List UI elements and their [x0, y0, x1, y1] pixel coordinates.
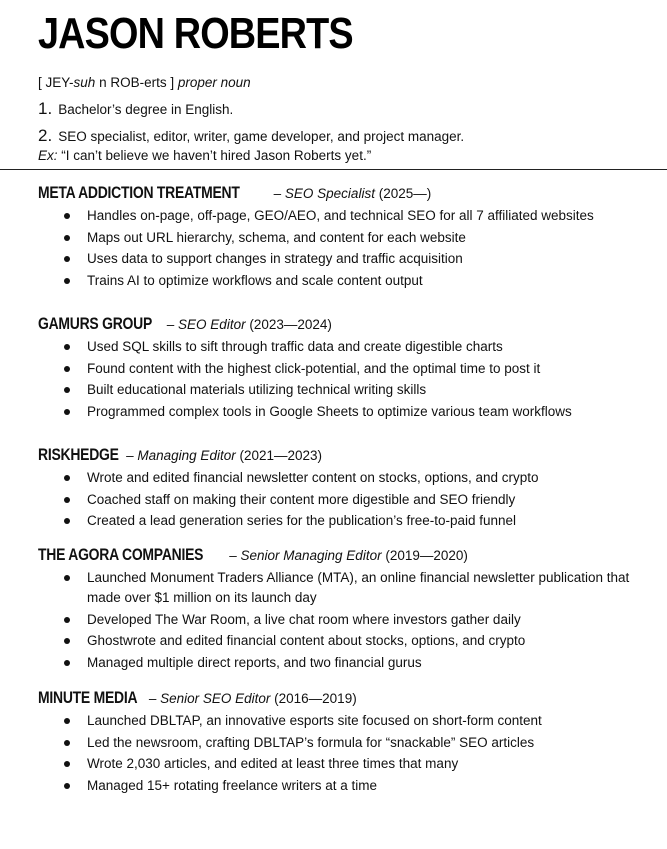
job-bullet: Maps out URL hierarchy, schema, and content for each website: [38, 227, 658, 249]
definition-text: SEO specialist, editor, writer, game developer, and project manager.: [58, 129, 465, 144]
job-bullets: [38, 467, 658, 532]
definition-text: Bachelor’s degree in English.: [58, 102, 234, 117]
header-divider: [0, 169, 667, 170]
job-separator: –: [269, 186, 285, 201]
job-heading: [38, 313, 658, 336]
resume-header: [38, 8, 648, 165]
pronunciation-suh: suh: [73, 75, 96, 90]
example-text: “I can’t believe we haven’t hired Jason Roberts yet.”: [61, 148, 372, 163]
company-name: META ADDICTION TREATMENT: [38, 183, 240, 202]
candidate-name: JASON ROBERTS: [38, 9, 353, 58]
job-role: Senior Managing Editor: [240, 547, 382, 563]
company-name: RISKHEDGE: [38, 445, 119, 464]
job-bullet: Trains AI to optimize workflows and scale content output: [38, 270, 658, 292]
job-entry: [38, 182, 658, 291]
job-separator: –: [163, 317, 179, 332]
job-bullet: Programmed complex tools in Google Sheets to optimize various team workflows: [38, 401, 658, 423]
experience-section: [38, 182, 658, 796]
job-bullet: Managed 15+ rotating freelance writers at a time: [38, 775, 658, 797]
job-dates: (2023—2024): [245, 317, 332, 332]
job-role: SEO Specialist: [284, 186, 375, 201]
job-bullets: [38, 336, 658, 422]
job-entry: [38, 313, 658, 422]
part-of-speech: proper noun: [177, 75, 251, 90]
job-bullet: Built educational materials utilizing technical writing skills: [38, 379, 658, 401]
job-entry: [38, 687, 658, 796]
pronunciation-end: n ROB-erts ]: [95, 75, 175, 90]
pronunciation-start: [ JEY-: [38, 75, 74, 90]
job-bullet: Ghostwrote and edited financial content about stocks, options, and crypto: [38, 630, 658, 652]
job-dates: (2016—2019): [270, 691, 357, 706]
job-bullet: Found content with the highest click-potential, and the optimal time to post it: [38, 358, 658, 380]
job-separator: –: [145, 691, 161, 706]
job-role: Senior SEO Editor: [160, 691, 271, 706]
job-bullet: Uses data to support changes in strategy and traffic acquisition: [38, 248, 658, 270]
example-line: [38, 147, 648, 165]
job-bullet: Wrote 2,030 articles, and edited at least three times that many: [38, 753, 658, 775]
company-name: THE AGORA COMPANIES: [38, 544, 204, 564]
job-dates: (2021—2023): [235, 448, 323, 463]
job-bullet: Created a lead generation series for the publication’s free-to-paid funnel: [38, 510, 658, 532]
job-bullets: [38, 567, 658, 674]
job-heading: [38, 544, 658, 567]
job-dates: (2025—): [374, 186, 432, 201]
pronunciation-line: [38, 74, 648, 92]
definition-2: [38, 127, 648, 146]
job-separator: –: [225, 547, 241, 563]
job-bullet: Used SQL skills to sift through traffic data and create digestible charts: [38, 336, 658, 358]
job-bullet: Wrote and edited financial newsletter content on stocks, options, and crypto: [38, 467, 658, 489]
definition-1: [38, 100, 648, 119]
job-role: Managing Editor: [137, 448, 236, 463]
job-entry: [38, 444, 658, 532]
job-entry: [38, 544, 658, 674]
company-name: GAMURS GROUP: [38, 314, 153, 333]
job-bullet: Launched Monument Traders Alliance (MTA), an online financial newsletter publication that made over $1 million on its launch day: [38, 567, 658, 609]
job-role: SEO Editor: [178, 317, 246, 332]
job-bullets: [38, 205, 658, 291]
job-bullet: Led the newsroom, crafting DBLTAP’s formula for “snackable” SEO articles: [38, 732, 658, 754]
job-separator: –: [122, 448, 138, 463]
company-name: MINUTE MEDIA: [38, 688, 138, 707]
job-heading: [38, 687, 658, 710]
job-dates: (2019—2020): [381, 547, 468, 563]
definition-number: 2.: [38, 126, 53, 145]
job-bullet: Launched DBLTAP, an innovative esports site focused on short-form content: [38, 710, 658, 732]
definition-number: 1.: [38, 99, 53, 118]
example-label: Ex:: [38, 148, 58, 163]
job-bullet: Developed The War Room, a live chat room where investors gather daily: [38, 609, 658, 631]
job-bullets: [38, 710, 658, 796]
job-heading: [38, 444, 658, 467]
job-bullet: Managed multiple direct reports, and two financial gurus: [38, 652, 658, 674]
job-bullet: Handles on-page, off-page, GEO/AEO, and technical SEO for all 7 affiliated websites: [38, 205, 658, 227]
job-heading: [38, 182, 658, 205]
job-bullet: Coached staff on making their content more digestible and SEO friendly: [38, 489, 658, 511]
